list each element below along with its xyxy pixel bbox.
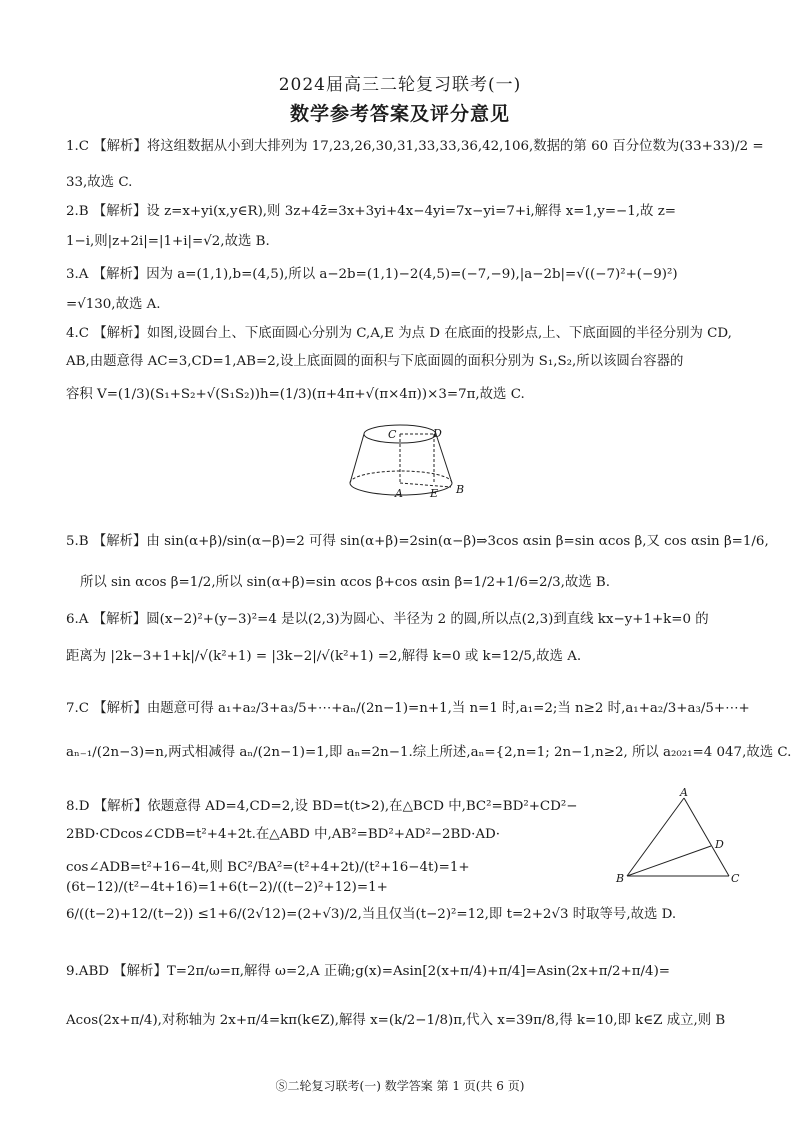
answer-8-line-3: cos∠ADB=t²+16−4t,则 BC²/BA²=(t²+4+2t)/(t²+16−4t)=1+(6t−12)/(t²−4t+16)=1+6(t−2)/((t−2)²+12)=1+ xyxy=(66,860,470,895)
answer-8-line-2: 2BD·CDcos∠CDB=t²+4+2t.在△ABD 中,AB²=BD²+AD²−2BD·AD· xyxy=(66,827,501,842)
answer-1-line-2: 33,故选 C. xyxy=(66,175,133,190)
answer-4-line-3: 容积 V=(1/3)(S₁+S₂+√(S₁S₂))h=(1/3)(π+4π+√(π×4π))×3=7π,故选 C. xyxy=(66,387,525,402)
answer-4-line-2: AB,由题意得 AC=3,CD=1,AB=2,设上底面圆的面积与下底面圆的面积分别为 S₁,S₂,所以该圆台容器的 xyxy=(66,354,684,369)
answer-1-line-1: 1.C 【解析】将这组数据从小到大排列为 17,23,26,30,31,33,33,36,42,106,数据的第 60 百分位数为(33+33)/2 = xyxy=(66,139,764,154)
label-D: D xyxy=(433,427,442,440)
label-D: D xyxy=(715,838,724,851)
page-footer: Ⓢ二轮复习联考(一) 数学答案 第 1 页(共 6 页) xyxy=(275,1079,525,1093)
label-C: C xyxy=(388,428,397,441)
answer-2-line-2: 1−i,则|z+2i|=|1+i|=√2,故选 B. xyxy=(66,234,270,249)
answer-7-line-1: 7.C 【解析】由题意可得 a₁+a₂/3+a₃/5+⋯+aₙ/(2n−1)=n+1,当 n=1 时,a₁=2;当 n≥2 时,a₁+a₂/3+a₃/5+⋯+ xyxy=(66,701,750,716)
triangle-figure xyxy=(612,786,762,886)
answer-5-line-1: 5.B 【解析】由 sin(α+β)/sin(α−β)=2 可得 sin(α+β)=2sin(α−β)⇒3cos αsin β=sin αcos β,又 cos αsin β=1/6, xyxy=(66,534,769,549)
label-C: C xyxy=(731,872,740,885)
answer-3-line-1: 3.A 【解析】因为 a=(1,1),b=(4,5),所以 a−2b=(1,1)−2(4,5)=(−7,−9),|a−2b|=√((−7)²+(−9)²) xyxy=(66,267,678,282)
answer-2-line-1: 2.B 【解析】设 z=x+yi(x,y∈R),则 3z+4z̄=3x+3yi+4x−4yi=7x−yi=7+i,解得 x=1,y=−1,故 z= xyxy=(66,204,676,219)
answer-3-line-2: =√130,故选 A. xyxy=(66,297,161,312)
frustum-figure xyxy=(330,420,480,502)
label-B: B xyxy=(456,483,465,496)
answer-9-line-2: Acos(2x+π/4),对称轴为 2x+π/4=kπ(k∈Z),解得 x=(k/2−1/8)π,代入 x=39π/8,得 k=10,即 k∈Z 成立,则 B xyxy=(66,1013,726,1028)
page-subtitle: 数学参考答案及评分意见 xyxy=(289,103,510,125)
answer-6-line-1: 6.A 【解析】圆(x−2)²+(y−3)²=4 是以(2,3)为圆心、半径为 2 的圆,所以点(2,3)到直线 kx−y+1+k=0 的 xyxy=(66,612,709,627)
answer-7-line-2: aₙ₋₁/(2n−3)=n,两式相减得 aₙ/(2n−1)=1,即 aₙ=2n−1.综上所述,aₙ={2,n=1; 2n−1,n≥2, 所以 a₂₀₂₁=4 047,故选 C. xyxy=(66,745,792,760)
answer-4-line-1: 4.C 【解析】如图,设圆台上、下底面圆心分别为 C,A,E 为点 D 在底面的投影点,上、下底面圆的半径分别为 CD, xyxy=(66,326,732,341)
answer-6-line-2: 距离为 |2k−3+1+k|/√(k²+1) = |3k−2|/√(k²+1) =2,解得 k=0 或 k=12/5,故选 A. xyxy=(66,649,582,664)
label-B: B xyxy=(616,872,625,885)
page-title: 2024届高三二轮复习联考(一) xyxy=(278,75,522,95)
answer-8-line-4: 6/((t−2)+12/(t−2)) ≤1+6/(2√12)=(2+√3)/2,当且仅当(t−2)²=12,即 t=2+2√3 时取等号,故选 D. xyxy=(66,907,677,922)
label-E: E xyxy=(430,487,439,500)
label-A: A xyxy=(395,487,403,500)
label-A: A xyxy=(680,786,688,799)
answer-9-line-1: 9.ABD 【解析】T=2π/ω=π,解得 ω=2,A 正确;g(x)=Asin[2(x+π/4)+π/4]=Asin(2x+π/2+π/4)= xyxy=(66,964,671,979)
answer-8-line-1: 8.D 【解析】依题意得 AD=4,CD=2,设 BD=t(t>2),在△BCD 中,BC²=BD²+CD²− xyxy=(66,799,578,814)
answer-5-line-2: 所以 sin αcos β=1/2,所以 sin(α+β)=sin αcos β+cos αsin β=1/2+1/6=2/3,故选 B. xyxy=(80,575,611,590)
